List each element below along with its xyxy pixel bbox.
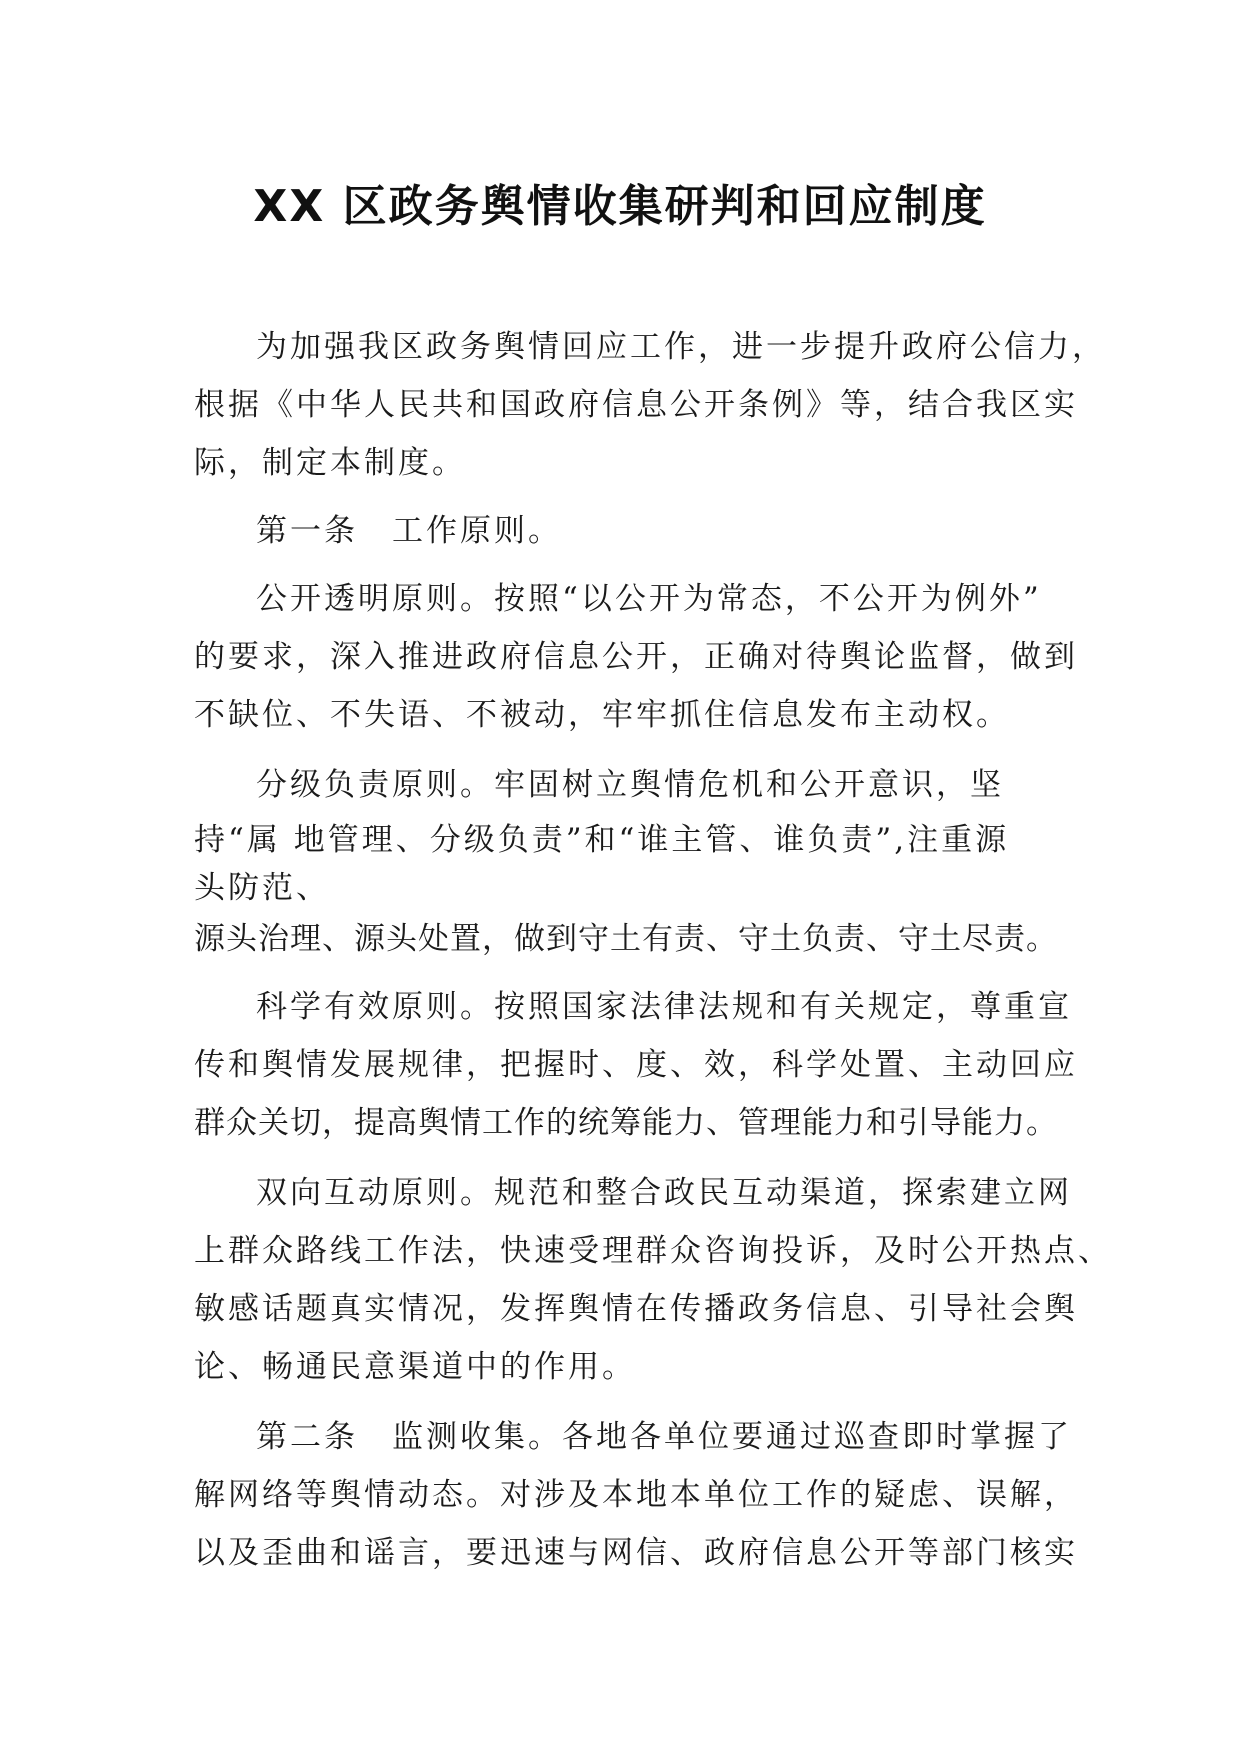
text-line: 以及歪曲和谣言，要迅速与网信、政府信息公开等部门核实 [194,1535,1078,1571]
text-line: 解网络等舆情动态。对涉及本地本单位工作的疑虑、误解， [194,1477,1078,1513]
text-line: 际，制定本制度。 [194,445,466,481]
document-title: XX 区政务舆情收集研判和回应制度 [253,181,987,232]
text-line: 头防范、 [194,870,330,906]
text-line: 敏感话题真实情况，发挥舆情在传播政务信息、引导社会舆 [194,1291,1078,1327]
text-line: 为加强我区政务舆情回应工作，进一步提升政府公信力， [256,329,1106,365]
document-body [194,318,1112,1582]
paragraph-openness-principle [194,570,1078,744]
paragraph-article-1-heading [194,502,1054,560]
text-line: 双向互动原则。规范和整合政民互动渠道，探索建立网 [256,1175,1072,1211]
text-line: 根据《中华人民共和国政府信息公开条例》等，结合我区实 [194,387,1078,423]
text-line: 上群众路线工作法，快速受理群众咨询投诉，及时公开热点、 [194,1233,1112,1269]
text-line: 源头治理、源头处置，做到守土有责、守土负责、守土尽责。 [194,921,1058,957]
text-line: 第二条 监测收集。各地各单位要通过巡查即时掌握了 [256,1419,1072,1455]
paragraph-interaction-principle [194,1164,1112,1396]
text-line: 公开透明原则。按照“以公开为常态，不公开为例外” [256,581,1042,617]
text-line: 科学有效原则。按照国家法律法规和有关规定，尊重宣 [256,989,1072,1025]
text-line: 的要求，深入推进政府信息公开，正确对待舆论监督，做到 [194,639,1078,675]
paragraph-scientific-principle [194,978,1078,1152]
text-line: 论、畅通民意渠道中的作用。 [194,1349,636,1385]
text-line: 分级负责原则。牢固树立舆情危机和公开意识，坚 [256,767,1004,803]
paragraph-tiered-responsibility [194,756,1058,968]
paragraph-intro [194,318,1106,492]
text-line: 传和舆情发展规律，把握时、度、效，科学处置、主动回应 [194,1047,1078,1083]
text-line: 不缺位、不失语、不被动，牢牢抓住信息发布主动权。 [194,697,1010,733]
text-line: 群众关切，提高舆情工作的统筹能力、管理能力和引导能力。 [194,1105,1058,1141]
text-line: 持“属 地管理、分级负责”和“谁主管、谁负责”,注重源 [194,822,1010,858]
text-line: 第一条 工作原则。 [256,513,562,549]
paragraph-article-2 [194,1408,1078,1582]
